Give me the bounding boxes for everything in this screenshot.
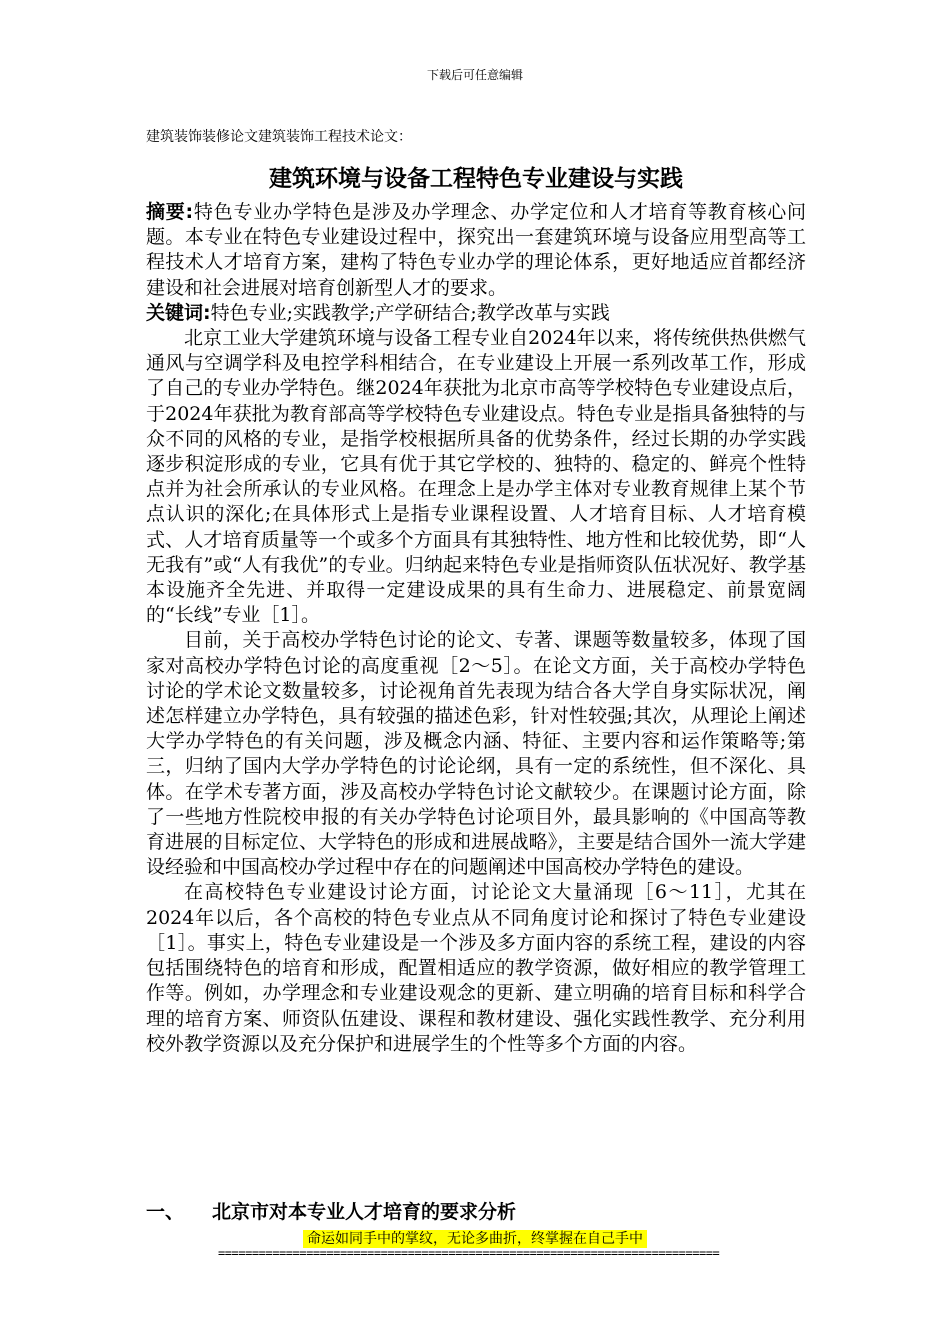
footer-separator: ==========================================================================	[218, 1246, 720, 1260]
keywords-label: 关键词:	[146, 301, 211, 324]
section-title: 北京市对本专业人才培育的要求分析	[212, 1201, 517, 1223]
document-body	[146, 200, 806, 1057]
footer-motto-text: 命运如同手中的掌纹，无论多曲折，终掌握在自己手中	[303, 1230, 647, 1248]
keywords-text: 特色专业;实践教学;产学研结合;教学改革与实践	[210, 301, 610, 324]
header-note: 下载后可任意编辑	[426, 68, 523, 82]
abstract-text: 特色专业办学特色是涉及办学理念、办学定位和人才培育等教育核心问题。本专业在特色专业建设过程中，探究出一套建筑环境与设备应用型高等工程技术人才培育方案，建构了特色专业办学的理论体系，更好地适应首都经济建设和社会进展对培育创新型人才的要求。	[146, 201, 806, 299]
document-title: 建筑环境与设备工程特色专业建设与实践	[269, 166, 683, 192]
abstract-label: 摘要:	[146, 201, 194, 223]
body-paragraph-1: 北京工业大学建筑环境与设备工程专业自2024年以来，将传统供热供燃气通风与空调学科及电控学科相结合，在专业建设上开展一系列改革工作，形成了自己的专业办学特色。继2024年获批为北京市高等学校特色专业建设点后，于2024年获批为教育部高等学校特色专业建设点。特色专业是指具备独特的与众不同的风格的专业，是指学校根据所具备的优势条件，经过长期的办学实践逐步积淀形成的专业，它具有优于其它学校的、独特的、稳定的、鲜亮个性特点并为社会所承认的专业风格。在理念上是办学主体对专业教育规律上某个节点认识的深化;在具体形式上是指专业课程设置、人才培育目标、人才培育模式、人才培育质量等一个或多个方面具有其独特性、地方性和比较优势，即“人无我有”或“人有我优”的专业。归纳起来特色专业是指师资队伍状况好、教学基本设施齐全先进、并取得一定建设成果的具有生命力、进展稳定、前景宽阔的“长线”专业［1］。	[146, 327, 806, 627]
body-paragraph-2: 目前，关于高校办学特色讨论的论文、专著、课题等数量较多，体现了国家对高校办学特色讨论的高度重视［2～5］。在论文方面，关于高校办学特色讨论的学术论文数量较多，讨论视角首先表现为结合各大学自身实际状况，阐述怎样建立办学特色，具有较强的描述色彩，针对性较强;其次，从理论上阐述大学办学特色的有关问题，涉及概念内涵、特征、主要内容和运作策略等;第三，归纳了国内大学办学特色的讨论论纲，具有一定的系统性，但不深化、具体。在学术专著方面，涉及高校办学特色讨论文献较少。在课题讨论方面，除了一些地方性院校申报的有关办学特色讨论项目外，最具影响的《中国高等教育进展的目标定位、大学特色的形成和进展战略》，主要是结合国外一流大学建设经验和中国高校办学过程中存在的问题阐述中国高校办学特色的建设。	[146, 629, 806, 879]
abstract-paragraph	[146, 200, 806, 301]
body-paragraph-3: 在高校特色专业建设讨论方面，讨论论文大量涌现［6～11］，尤其在2024年以后，各个高校的特色专业点从不同角度讨论和探讨了特色专业建设［1］。事实上，特色专业建设是一个涉及多方面内容的系统工程，建设的内容包括围绕特色的培育和形成，配置相适应的教学资源，做好相应的教学管理工作等。例如，办学理念和专业建设观念的更新、建立明确的培育目标和科学合理的培育方案、师资队伍建设、课程和教材建设、强化实践性教学、充分利用校外教学资源以及充分保护和进展学生的个性等多个方面的内容。	[146, 881, 806, 1055]
section-heading	[146, 1197, 516, 1224]
keywords-paragraph	[146, 301, 806, 326]
footer-motto	[0, 1228, 950, 1248]
section-number: 一、	[146, 1201, 185, 1223]
document-subtitle: 建筑装饰装修论文建筑装饰工程技术论文：	[146, 129, 412, 145]
